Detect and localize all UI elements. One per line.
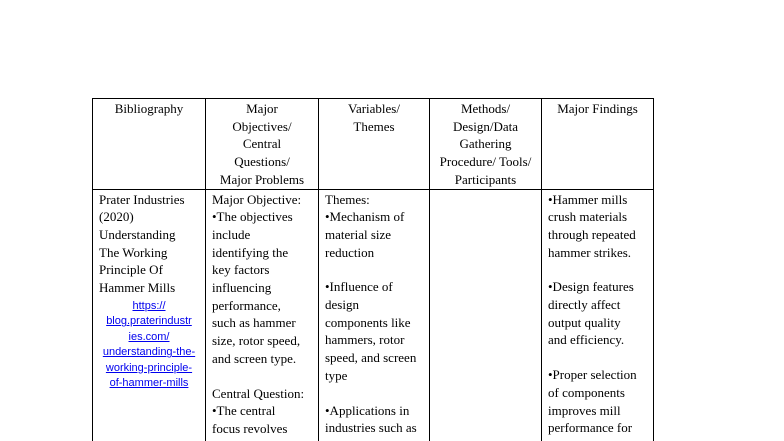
source-link[interactable]: https:// blog.praterindustr ies.com/ understanding-the- working-principle- of-hammer-mills (102, 299, 196, 390)
major-objective-text: Major Objective: •The objectives include identifying the key factors influencing performance, such as hammer size, rotor speed, and screen type. (212, 191, 302, 366)
finding-item: •Design features directly affect output quality and efficiency. (548, 279, 634, 348)
finding-item: •Proper selection of components improves mill performance for (548, 367, 637, 436)
header-variables: Variables/ Themes (319, 99, 430, 190)
table-row (93, 189, 654, 441)
finding-item: •Hammer mills crush materials through repeated hammer strikes. (548, 191, 636, 260)
central-question-text: Central Question: •The central focus revolves (212, 385, 305, 436)
header-methods: Methods/ Design/Data Gathering Procedure/ Tools/ Participants (430, 99, 542, 190)
cell-methods (430, 189, 542, 441)
cell-findings (542, 189, 654, 441)
theme-item: •Influence of design components like hammers, rotor speed, and screen type (325, 279, 417, 383)
header-objectives: Major Objectives/ Central Questions/ Major Problems (206, 99, 319, 190)
theme-item: Themes: •Mechanism of material size reduction (325, 191, 405, 260)
cell-objectives (206, 189, 319, 441)
citation-text: Prater Industries (2020) Understanding The Working Principle Of Hammer Mills (99, 191, 185, 296)
cell-variables (319, 189, 430, 441)
header-findings: Major Findings (542, 99, 654, 190)
literature-review-table (92, 98, 654, 441)
cell-bibliography (93, 189, 206, 441)
theme-item: •Applications in industries such as (325, 402, 417, 436)
table-header-row (93, 99, 654, 190)
header-bibliography: Bibliography (93, 99, 206, 190)
